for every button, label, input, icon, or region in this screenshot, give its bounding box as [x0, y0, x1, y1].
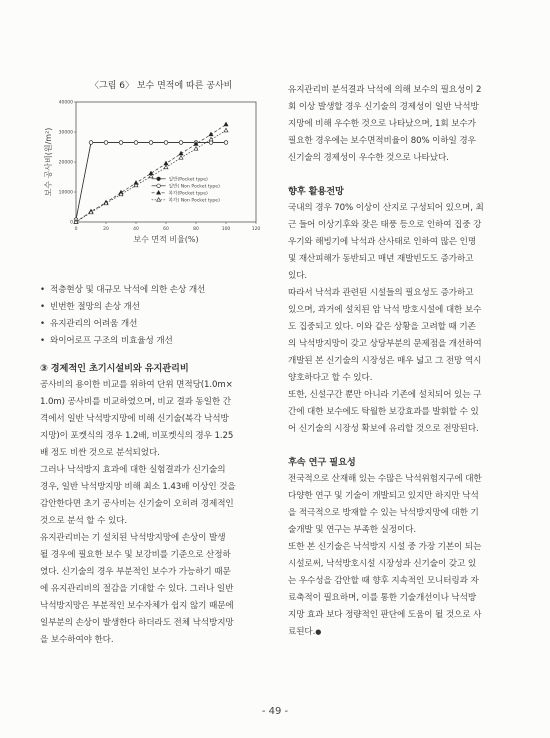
text-line: 지망 효과 보다 정량적인 판단에 도움이 될 것으로 사	[288, 610, 482, 620]
data-point	[224, 122, 228, 126]
list-item: • 유지관리의 어려움 개선	[40, 316, 278, 333]
text-line: 양호하다고 할 수 있다.	[288, 373, 373, 383]
text-line: 지망)이 포켓식의 경우 1.2배, 비포켓식의 경우 1.25	[40, 431, 234, 441]
text-line: 경우, 일반 낙석방지망 비해 최소 1.43배 이상인 것을	[40, 482, 236, 492]
end-mark: ●	[315, 628, 322, 636]
text-line: 또한 본 신기술은 낙석방지 시설 중 가장 기본이 되는	[288, 542, 482, 552]
text-line: 또한, 신설구간 뿐만 아니라 기존에 설치되어 있는 구	[288, 390, 482, 400]
x-tick-label: 40	[133, 227, 139, 232]
y-tick-label: 40000	[58, 100, 73, 106]
chart	[40, 92, 280, 252]
data-point	[104, 141, 108, 145]
text-line: 에 유지관리비의 절감을 기대할 수 있다. 그러나 일반	[40, 584, 234, 594]
text-line: 술개발 및 연구는 부족한 실정이다.	[288, 525, 416, 535]
right-paragraph-1	[288, 82, 518, 167]
data-point	[164, 165, 168, 169]
left-column	[40, 282, 278, 649]
right-paragraph-2	[288, 200, 518, 438]
data-point	[134, 141, 138, 145]
y-tick-label: 10000	[58, 190, 73, 196]
figure-caption: 〈그림 6〉 보수 면적에 따른 공사비	[90, 81, 233, 91]
text-line: 는 우수성을 감안할 때 향후 지속적인 모니터링과 자	[288, 576, 479, 586]
x-tick-label: 100	[221, 227, 231, 232]
chart-svg	[40, 92, 280, 252]
closing-line	[288, 624, 518, 641]
text-line: 을 적극적으로 방재할 수 있는 낙석방지망에 대한 기	[288, 508, 479, 518]
text-line: 료축적이 필요하며, 이를 통한 기술개선이나 낙석방	[288, 593, 477, 603]
text-line: 필요한 경우에는 보수면적비율이 80% 이하일 경우	[288, 136, 476, 146]
data-point	[224, 141, 228, 145]
legend-marker	[157, 177, 161, 181]
text-line: 회 이상 발생할 경우 신기술의 경제성이 일반 낙석방	[288, 102, 479, 112]
data-point	[209, 137, 213, 141]
text-line: 도 집중되고 있다. 이와 같은 상황을 고려할 때 기존	[288, 322, 476, 332]
data-point	[209, 141, 213, 145]
text-line: 감안한다면 초기 공사비는 신기술이 오히려 경제적인	[40, 499, 234, 509]
data-point	[209, 132, 213, 136]
legend-marker	[157, 184, 161, 188]
text-line: 근 들어 이상기후와 잦은 태풍 등으로 인하여 집중 강	[288, 220, 482, 230]
legend-label: 일반( Non Pocket type)	[168, 184, 220, 190]
legend-marker	[157, 191, 161, 195]
text-line: 전국적으로 산재해 있는 수많은 낙석위험지구에 대한	[288, 474, 482, 484]
text-line: 간에 대한 보수에도 탁월한 보강효과를 발휘할 수 있	[288, 407, 479, 417]
data-point	[164, 161, 168, 165]
text-line: 을 보수하여야 한다.	[40, 635, 114, 645]
text-line: 될 경우에 필요한 보수 및 보강비를 기준으로 산정하	[40, 550, 231, 560]
x-tick-label: 60	[163, 227, 169, 232]
text-line: 신기술의 경제성이 우수한 것으로 나타났다.	[288, 153, 449, 163]
text-line: 낙석방지망은 부분적인 보수자체가 쉽지 않기 때문에	[40, 601, 234, 611]
section-heading: 후속 연구 필요성	[288, 457, 356, 468]
text-line: 국내의 경우 70% 이상이 산지로 구성되어 있으며, 최	[288, 203, 484, 213]
text-line: 다양한 연구 및 기술이 개발되고 있지만 하지만 낙석	[288, 491, 479, 501]
legend-label: 복각(Pocket type)	[168, 191, 208, 197]
data-point	[89, 141, 93, 145]
list-item: • 빈번한 절망의 손상 개선	[40, 299, 278, 316]
text-line: 지망에 비해 우수한 것으로 나타났으며, 1회 보수가	[288, 119, 476, 129]
y-tick-label: 20000	[58, 160, 73, 166]
data-point	[179, 156, 183, 160]
text-line: 격에서 일반 낙석방지망에 비해 신기술(복각 낙석방	[40, 414, 229, 424]
closing-text: 료된다.	[288, 627, 316, 637]
text-line: 그러나 낙석방지 효과에 대한 실험결과가 신기술의	[40, 465, 226, 475]
text-line: 것으로 분석 할 수 있다.	[40, 516, 127, 526]
text-line: 유지관리비는 기 설치된 낙석방지망에 손상이 발생	[40, 533, 226, 543]
text-line: 1.0m) 공사비를 비교하였으며, 비교 결과 동일한 간	[40, 397, 231, 407]
text-line: 일부분의 손상이 발생한다 하더라도 전체 낙석방지망	[40, 618, 234, 628]
section-heading: ③ 경제적인 초기시설비와 유지관리비	[40, 363, 189, 374]
x-tick-label: 120	[251, 227, 261, 232]
text-line: 공사비의 용이한 비교를 위하여 단위 면적당(1.0m×	[40, 380, 233, 390]
text-line: 우기와 해빙기에 낙석과 산사태로 인하여 많은 인명	[288, 237, 477, 247]
text-line: 개발된 본 신기술의 시장성은 매우 넓고 그 전망 역시	[288, 356, 482, 366]
data-point	[179, 141, 183, 145]
x-tick-label: 80	[193, 227, 199, 232]
legend-marker	[157, 198, 161, 202]
data-point	[194, 147, 198, 151]
y-tick-label: 30000	[58, 130, 73, 136]
data-point	[119, 141, 123, 145]
text-line: 및 재산피해가 동반되고 매년 재발빈도도 증가하고	[288, 254, 474, 264]
text-line: 배 정도 비싼 것으로 분석되었다.	[40, 448, 160, 458]
data-point	[149, 141, 153, 145]
page-number: - 49 -	[261, 706, 289, 717]
left-body-text	[40, 377, 278, 649]
data-point	[224, 128, 228, 132]
x-tick-label: 20	[103, 227, 109, 232]
improvement-list	[40, 282, 278, 350]
y-tick-label: 0	[70, 220, 73, 226]
text-line: 어 신기술의 시장성 확보에 유리할 것으로 전망된다.	[288, 424, 479, 434]
x-tick-label: 0	[74, 227, 78, 232]
text-line: 였다. 신기술의 경우 부분적인 보수가 가능하기 때문	[40, 567, 231, 577]
x-axis-label: 보수 면적 비율(%)	[133, 235, 199, 244]
text-line: 따라서 낙석과 관련된 시설들의 필요성도 증가하고	[288, 288, 474, 298]
y-axis-label: 보수 공사비(원/m²)	[44, 127, 53, 197]
text-line: 시설로써, 낙석방호시설 시장성과 신기술이 갖고 있	[288, 559, 477, 569]
data-point	[164, 141, 168, 145]
text-line: 있으며, 과거에 설치된 암 낙석 방호시설에 대한 보수	[288, 305, 482, 315]
section-heading: 향후 활용전망	[288, 186, 344, 197]
legend-label: 복각( Non Pocket type)	[168, 198, 220, 204]
data-point	[179, 151, 183, 155]
text-line: 유지관리비 분석결과 낙석에 의해 보수의 필요성이 2	[288, 85, 482, 95]
list-item: • 와이어로프 구조의 비효율성 개선	[40, 333, 278, 350]
text-line: 있다.	[288, 271, 308, 281]
list-item: • 적층현상 및 대규모 낙석에 의한 손상 개선	[40, 282, 278, 299]
right-column	[288, 82, 518, 641]
right-paragraph-3	[288, 471, 518, 624]
legend-label: 일반(Pocket type)	[168, 177, 208, 183]
text-line: 의 낙석방지망이 갖고 상당부분의 문제점을 개선하여	[288, 339, 482, 349]
